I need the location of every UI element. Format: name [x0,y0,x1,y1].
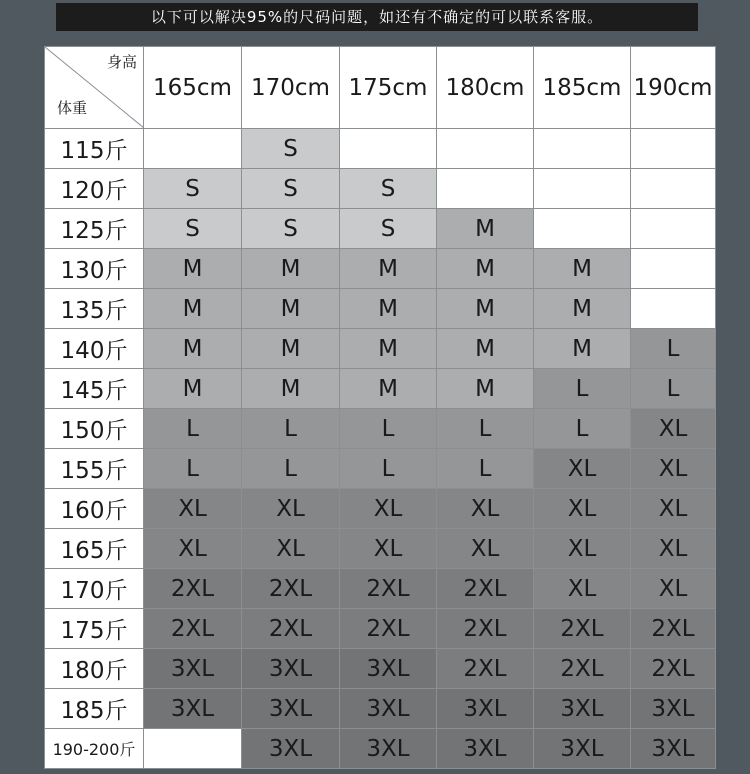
size-cell: 2XL [631,609,716,649]
size-cell: L [534,409,631,449]
size-cell: 3XL [242,689,340,729]
size-cell: M [340,369,437,409]
weight-label: 180斤 [45,649,144,689]
size-cell: XL [340,489,437,529]
table-row [45,329,716,369]
size-cell: M [242,289,340,329]
size-cell: M [437,289,534,329]
height-header-row [45,47,716,129]
table-row [45,649,716,689]
weight-label: 145斤 [45,369,144,409]
size-cell [534,129,631,169]
size-cell: 3XL [340,649,437,689]
size-cell: 2XL [631,649,716,689]
height-header: 185cm [534,47,631,129]
size-cell: L [340,409,437,449]
size-cell: M [340,249,437,289]
size-cell: 2XL [534,609,631,649]
size-cell: 2XL [242,569,340,609]
size-cell [631,249,716,289]
size-cell: XL [534,489,631,529]
table-row [45,209,716,249]
table-row [45,489,716,529]
size-cell: L [144,449,242,489]
size-cell: XL [340,529,437,569]
size-cell [534,169,631,209]
weight-label: 125斤 [45,209,144,249]
size-cell: S [144,209,242,249]
size-cell: 2XL [437,609,534,649]
size-cell: 2XL [242,609,340,649]
size-cell: XL [242,489,340,529]
size-cell: XL [242,529,340,569]
size-cell [340,129,437,169]
size-cell: S [242,129,340,169]
size-cell [631,129,716,169]
size-cell: L [242,409,340,449]
size-cell: 2XL [144,609,242,649]
size-cell: 2XL [534,649,631,689]
size-cell: M [144,369,242,409]
table-row [45,449,716,489]
height-header: 165cm [144,47,242,129]
size-cell [437,129,534,169]
size-cell: 3XL [631,729,716,769]
size-cell [631,289,716,329]
height-header: 180cm [437,47,534,129]
size-cell: XL [631,449,716,489]
size-cell: L [437,409,534,449]
table-row [45,409,716,449]
size-cell: S [340,209,437,249]
table-row [45,729,716,769]
weight-label: 120斤 [45,169,144,209]
size-cell: M [242,329,340,369]
size-cell: XL [631,489,716,529]
size-cell: S [242,169,340,209]
size-cell: M [534,249,631,289]
height-header: 175cm [340,47,437,129]
size-cell: 3XL [631,689,716,729]
height-header: 190cm [631,47,716,129]
size-cell: S [144,169,242,209]
size-cell: XL [631,569,716,609]
size-cell: M [437,369,534,409]
size-cell: M [242,369,340,409]
size-cell: 2XL [144,569,242,609]
size-cell: 2XL [340,609,437,649]
weight-label: 160斤 [45,489,144,529]
table-row [45,169,716,209]
size-cell: XL [437,489,534,529]
weight-label: 185斤 [45,689,144,729]
size-cell [631,209,716,249]
size-cell: L [340,449,437,489]
size-cell: 3XL [534,689,631,729]
size-cell: L [242,449,340,489]
size-cell: 2XL [437,569,534,609]
size-cell: M [144,249,242,289]
weight-label: 165斤 [45,529,144,569]
table-row [45,609,716,649]
size-cell: XL [437,529,534,569]
size-cell: L [534,369,631,409]
table-row [45,369,716,409]
table-row [45,129,716,169]
size-cell: L [144,409,242,449]
size-cell: XL [144,529,242,569]
size-cell: M [534,329,631,369]
size-cell: XL [631,409,716,449]
weight-label: 150斤 [45,409,144,449]
size-cell: 3XL [144,649,242,689]
size-cell: M [242,249,340,289]
size-cell [631,169,716,209]
size-cell: XL [631,529,716,569]
size-cell: XL [534,449,631,489]
size-cell: 3XL [242,729,340,769]
size-cell: 3XL [534,729,631,769]
size-cell: M [144,289,242,329]
size-cell: 3XL [437,729,534,769]
size-cell [437,169,534,209]
size-cell: L [437,449,534,489]
weight-axis-label: 体重 [57,99,88,117]
size-cell: 3XL [437,689,534,729]
size-cell: 3XL [242,649,340,689]
table-row [45,529,716,569]
size-cell: M [144,329,242,369]
size-cell: M [534,289,631,329]
height-header: 170cm [242,47,340,129]
size-cell: XL [144,489,242,529]
weight-label: 135斤 [45,289,144,329]
weight-label: 190-200斤 [45,729,144,769]
size-cell: 3XL [340,689,437,729]
size-cell: L [631,329,716,369]
notice-banner: 以下可以解决95%的尺码问题，如还有不确定的可以联系客服。 [56,3,698,31]
size-cell: 3XL [340,729,437,769]
size-cell: L [631,369,716,409]
weight-label: 155斤 [45,449,144,489]
weight-label: 140斤 [45,329,144,369]
size-cell: M [437,249,534,289]
size-cell: M [340,329,437,369]
table-row [45,689,716,729]
size-chart-table [44,46,716,769]
size-cell: M [340,289,437,329]
weight-label: 115斤 [45,129,144,169]
size-cell: M [437,209,534,249]
size-cell [534,209,631,249]
weight-label: 170斤 [45,569,144,609]
height-axis-label: 身高 [106,53,137,71]
table-row [45,569,716,609]
size-cell: M [437,329,534,369]
size-cell: S [340,169,437,209]
size-cell [144,729,242,769]
size-cell: 3XL [144,689,242,729]
weight-label: 175斤 [45,609,144,649]
size-cell: XL [534,569,631,609]
size-cell: 2XL [437,649,534,689]
table-row [45,249,716,289]
size-cell: S [242,209,340,249]
size-cell: 2XL [340,569,437,609]
size-cell [144,129,242,169]
size-cell: XL [534,529,631,569]
weight-label: 130斤 [45,249,144,289]
table-row [45,289,716,329]
corner-header-cell [45,47,144,129]
